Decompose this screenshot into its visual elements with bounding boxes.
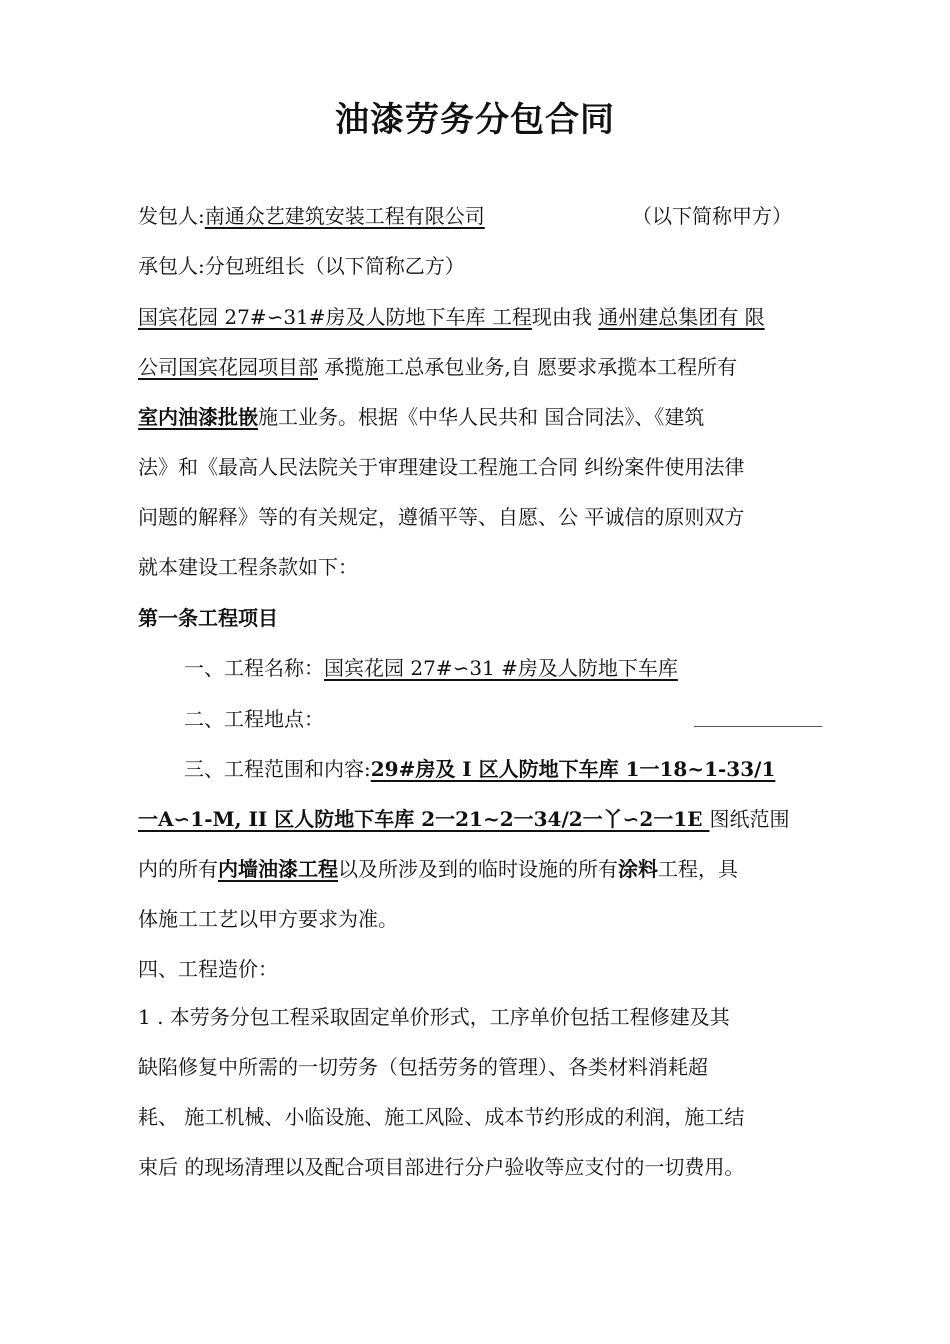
- intro-line-5: 问题的解释》等的有关规定，遵循平等、自愿、公 平诚信的原则双方: [138, 505, 745, 529]
- price-para-line-3: 耗、 施工机械、小临设施、施工风险、成本节约形成的利润，施工结: [138, 1105, 745, 1129]
- scope-text: 工程，具: [658, 857, 738, 881]
- intro-line-6: 就本建设工程条款如下：: [138, 555, 358, 579]
- party-a-line: [138, 202, 485, 230]
- scope-line-2: [138, 805, 789, 833]
- scope-range-1: 29#房及 I 区人防地下车库 1一18~1-33/1: [370, 757, 776, 781]
- intro-line-4: 法》和《最高人民法院关于审理建设工程施工合同 纠纷案件使用法律: [138, 455, 745, 479]
- party-a-name: 南通众艺建筑安装工程有限公司: [204, 204, 485, 228]
- scope-label: 三、工程范围和内容:: [184, 757, 371, 781]
- scope-text: 内的所有: [138, 857, 218, 881]
- project-name-value: 国宾花园 27#∽31 #房及人防地下车库: [324, 656, 678, 680]
- party-a-abbr: （以下简称甲方）: [632, 204, 792, 228]
- scope-line-4: 体施工工艺以甲方要求为准。: [138, 907, 398, 931]
- scope-text: 图纸范围: [709, 807, 790, 831]
- project-site-label: 二、工程地点：: [184, 707, 324, 731]
- project-name-ref: 国宾花园 27#∽31#房及人防地下车库 工程: [138, 305, 532, 329]
- document-title: 油漆劳务分包合同: [335, 100, 615, 140]
- scope-line-1: [184, 755, 775, 783]
- scope-work-1: 内墙油漆工程: [218, 857, 338, 881]
- project-name-line: [184, 654, 678, 682]
- price-para-line-1: 1 . 本劳务分包工程采取固定单价形式，工序单价包括工程修建及其: [138, 1005, 730, 1029]
- project-site-blank: [694, 725, 822, 727]
- intro-text: 承揽施工总承包业务,自 愿要求承揽本工程所有: [318, 355, 738, 379]
- price-para-line-4: 束后 的现场清理以及配合项目部进行分户验收等应支付的一切费用。: [138, 1155, 745, 1179]
- article-1-heading: 第一条工程项目: [138, 606, 278, 630]
- project-dept-ref: 公司国宾花园项目部: [138, 355, 318, 379]
- scope-work-2: 涂料: [618, 857, 658, 881]
- party-a-label: 发包人:: [138, 204, 205, 228]
- project-name-label: 一、工程名称：: [184, 656, 324, 680]
- price-label: 四、工程造价：: [138, 957, 278, 981]
- scope-text: 以及所涉及到的临时设施的所有: [338, 857, 618, 881]
- intro-text: 现由我: [531, 305, 599, 329]
- price-para-line-2: 缺陷修复中所需的一切劳务（包括劳务的管理）、各类材料消耗超: [138, 1055, 708, 1079]
- intro-text: 施工业务。根据《中华人民共和 国合同法》、《建筑: [258, 405, 705, 429]
- intro-line-3: [138, 403, 704, 431]
- intro-line-1: [138, 303, 765, 331]
- scope-line-3: [138, 855, 738, 883]
- intro-line-2: [138, 353, 737, 381]
- contractor-name-ref: 通州建总集团有 限: [598, 305, 765, 329]
- party-b-line: 承包人:分包班组长（以下简称乙方）: [138, 254, 465, 278]
- work-type-ref: 室内油漆批嵌: [138, 405, 258, 429]
- scope-range-2: 一A∽1-M, II 区人防地下车库 2一21~2一34/2一丫∽2一1E: [138, 807, 710, 831]
